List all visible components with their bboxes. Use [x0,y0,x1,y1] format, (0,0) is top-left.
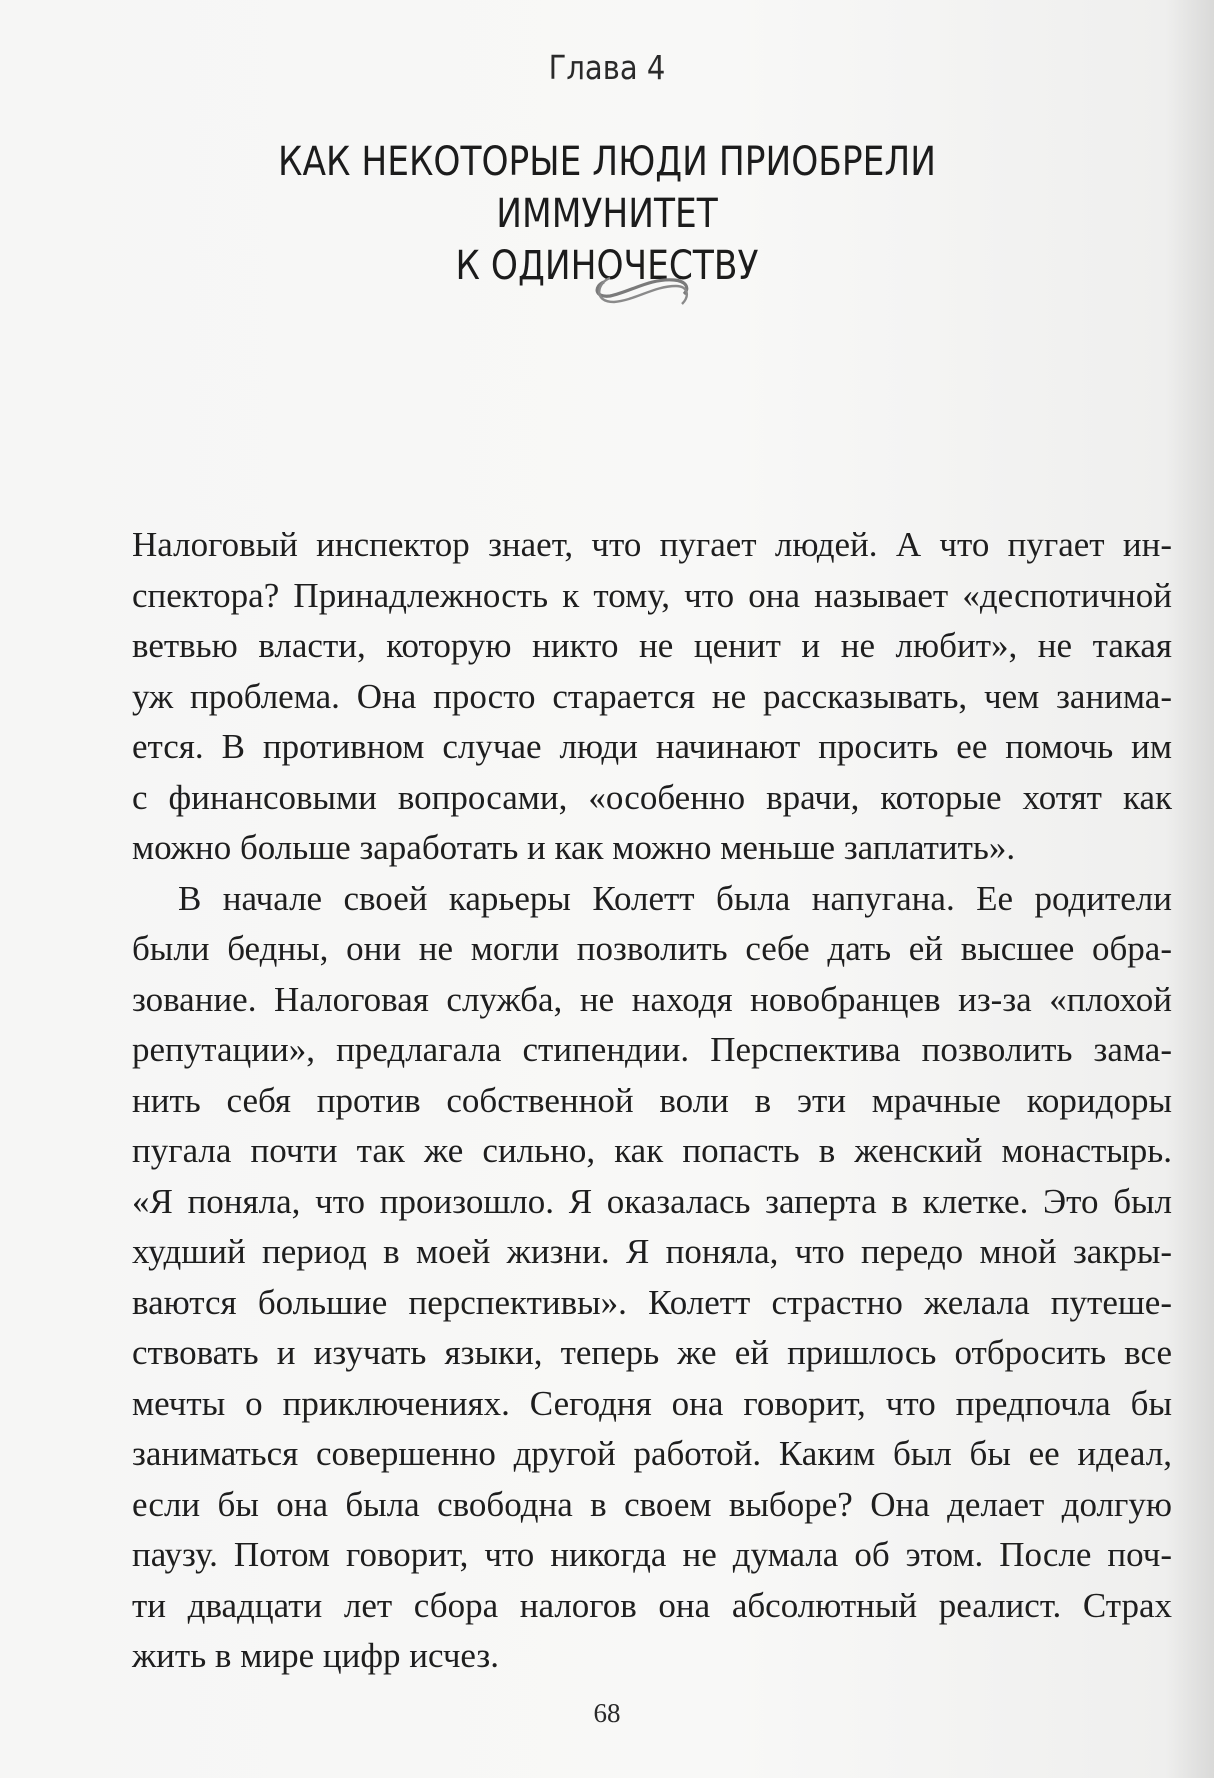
text-line: нить себя против собственной воли в эти мрачные коридоры [132,1080,1172,1120]
text-line: если бы она была свободна в своем выборе? Она делает долгую [132,1484,1172,1524]
text-line: зование. Налоговая служба, не находя новобранцев из-за «плохой [132,979,1172,1019]
text-line: репутации», предлагала стипендии. Перспектива позволить зама- [132,1030,1172,1069]
text-line: ваются большие перспективы». Колетт страстно желала путеше- [132,1282,1172,1322]
text-line: были бедны, они не могли позволить себе дать ей высшее обра- [132,929,1172,968]
text-line: ствовать и изучать языки, теперь же ей пришлось отбросить все [132,1333,1172,1372]
text-line: мечты о приключениях. Сегодня она говорит, что предпочла бы [132,1383,1172,1423]
body-text [132,520,1172,1682]
text-line: можно больше заработать и как можно меньше заплатить». [132,828,1016,867]
text-line: уж проблема. Она просто старается не рассказывать, чем занима- [132,676,1172,716]
text-line: «Я поняла, что произошло. Я оказалась заперта в клетке. Это был [132,1181,1172,1221]
paragraph-2 [132,874,1172,1682]
chapter-title-line-1: КАК НЕКОТОРЫЕ ЛЮДИ ПРИОБРЕЛИ ИММУНИТЕТ [278,139,936,237]
page-number: 68 [593,1698,621,1728]
text-line: ется. В противном случае люди начинают просить ее помочь им [132,727,1172,766]
scroll-flourish-icon [590,272,700,312]
text-line: жить в мире цифр исчез. [132,1636,499,1675]
text-line: худший период в моей жизни. Я поняла, что передо мной закры- [132,1232,1172,1271]
text-line: ти двадцати лет сбора налогов она абсолютный реалист. Страх [132,1585,1172,1625]
text-line: пугала почти так же сильно, как попасть в женский монастырь. [132,1131,1172,1170]
text-line: В начале своей карьеры Колетт была напугана. Ее родители [178,878,1172,918]
text-line: Налоговый инспектор знает, что пугает людей. А что пугает ин- [132,525,1172,564]
text-line: с финансовыми вопросами, «особенно врачи, которые хотят как [132,777,1172,817]
text-line: заниматься совершенно другой работой. Каким был бы ее идеал, [132,1434,1172,1473]
paragraph-1 [132,520,1172,874]
text-line: спектора? Принадлежность к тому, что она называет «деспотичной [132,575,1172,615]
chapter-title-line-2: К ОДИНОЧЕСТВУ [455,243,759,289]
text-line: паузу. Потом говорит, что никогда не думала об этом. После поч- [132,1535,1172,1574]
chapter-title [162,136,1051,292]
text-line: ветвью власти, которую никто не ценит и не любит», не такая [132,626,1172,665]
chapter-label: Глава 4 [548,48,666,87]
